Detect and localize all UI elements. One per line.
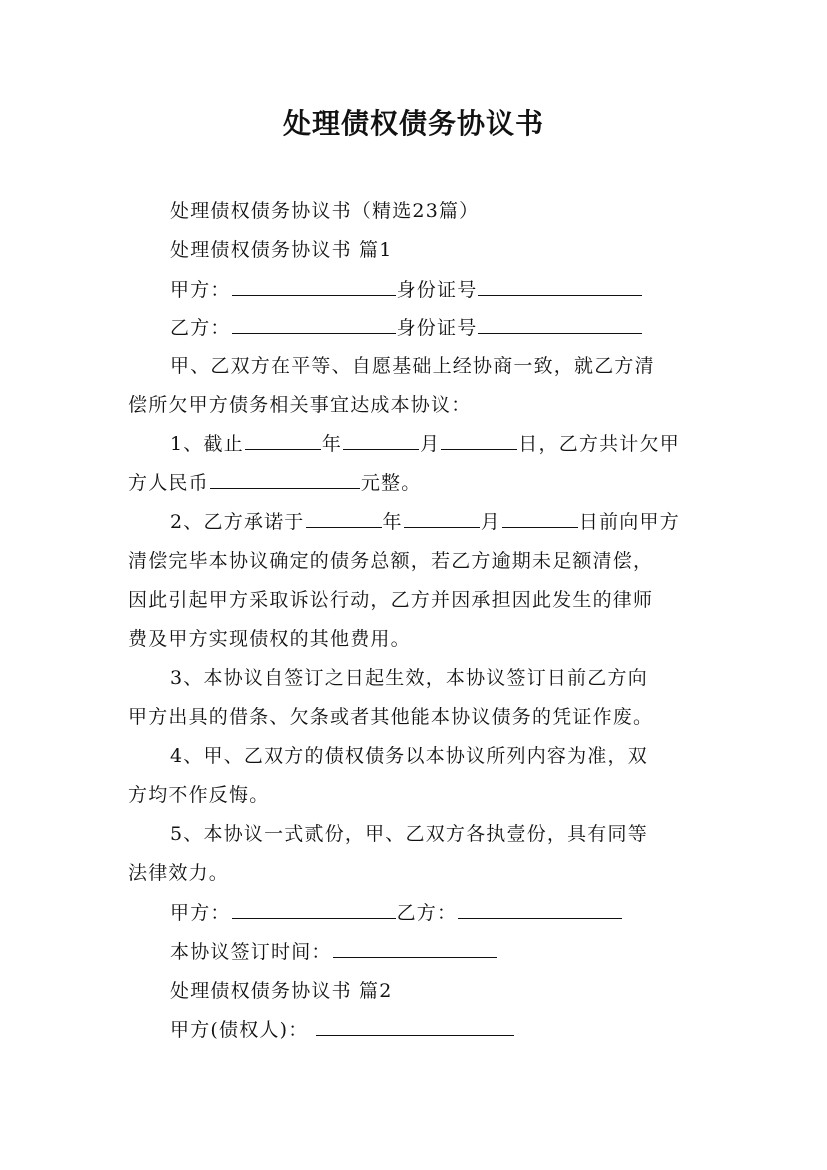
party-a-id-blank [478,276,642,296]
paragraph-text: 甲方出具的借条、欠条或者其他能本协议债务的凭证作废。 [128,706,654,728]
month-label: 月 [420,433,441,455]
paragraph-text: 方均不作反悔。 [128,784,270,806]
paragraph-line [128,585,653,615]
clause-1-line [170,429,680,459]
clause-4-line [170,741,648,771]
paragraph-text: 费及甲方实现债权的其他费用。 [128,628,411,650]
clause-1-line-2 [128,468,421,498]
sign-date-line [170,937,498,967]
signature-line [170,898,623,928]
paragraph-line [128,546,653,576]
day-blank [502,508,578,528]
month-label: 月 [480,511,501,533]
paragraph-line [128,390,471,420]
party-b-signature-blank [458,899,622,919]
party-a-label: 甲方： [170,902,231,924]
id-number-label: 身份证号 [396,317,478,339]
creditor-line [170,1015,515,1045]
year-label: 年 [321,433,343,455]
month-blank [404,508,480,528]
paragraph-text: 5、本协议一式贰份，甲、乙双方各执壹份，具有同等 [170,823,648,845]
paragraph-line [128,624,411,654]
document-title: 处理债权债务协议书 [282,107,544,140]
paragraph-line [170,351,655,381]
sign-date-blank [333,938,497,958]
section-heading-text: 处理债权债务协议书 篇1 [170,239,393,261]
subtitle-text: 处理债权债务协议书（精选23篇） [170,200,480,222]
section-heading-text: 处理债权债务协议书 篇2 [170,980,393,1002]
paragraph-text: 清偿完毕本协议确定的债务总额，若乙方逾期未足额清偿， [128,550,654,572]
sign-date-label: 本协议签订时间： [170,941,332,963]
subtitle-line [170,196,479,226]
clause-text: 2、乙方承诺于 [170,511,305,533]
clause-text: 方人民币 [128,472,209,494]
party-a-label: 甲方： [170,279,231,301]
party-a-line [170,275,643,305]
clause-2-line [170,507,680,537]
party-b-label: 乙方： [170,317,231,339]
paragraph-text: 因此引起甲方采取诉讼行动，乙方并因承担因此发生的律师 [128,589,654,611]
party-b-id-blank [478,314,642,334]
clause-text: 1、截止 [170,433,244,455]
paragraph-text: 3、本协议自签订之日起生效，本协议签订日前乙方向 [170,667,648,689]
year-blank [245,430,321,450]
clause-3-line [170,663,648,693]
year-label: 年 [382,511,403,533]
party-b-blank [232,314,396,334]
id-number-label: 身份证号 [396,279,478,301]
clause-text: 元整。 [360,472,422,494]
paragraph-text: 法律效力。 [128,862,230,884]
party-a-signature-blank [232,899,396,919]
paragraph-text: 4、甲、乙双方的债权债务以本协议所列内容为准，双 [170,745,648,767]
clause-5-line [170,819,648,849]
paragraph-line [128,702,653,732]
section-heading-1 [170,235,393,265]
party-b-line [170,313,643,343]
section-heading-2 [170,976,393,1006]
clause-text: 日前向甲方 [578,511,680,533]
party-b-label: 乙方： [396,902,458,924]
paragraph-text: 甲、乙双方在平等、自愿基础上经协商一致，就乙方清 [170,355,655,377]
amount-blank [210,469,360,489]
paragraph-line [128,858,229,888]
month-blank [343,430,419,450]
creditor-label: 甲方(债权人)： [170,1019,309,1041]
paragraph-line [128,780,269,810]
day-blank [441,430,517,450]
party-a-blank [232,276,396,296]
year-blank [306,508,382,528]
creditor-blank [316,1016,514,1036]
paragraph-text: 偿所欠甲方债务相关事宜达成本协议： [128,394,472,416]
clause-text: 日，乙方共计欠甲 [518,433,680,455]
